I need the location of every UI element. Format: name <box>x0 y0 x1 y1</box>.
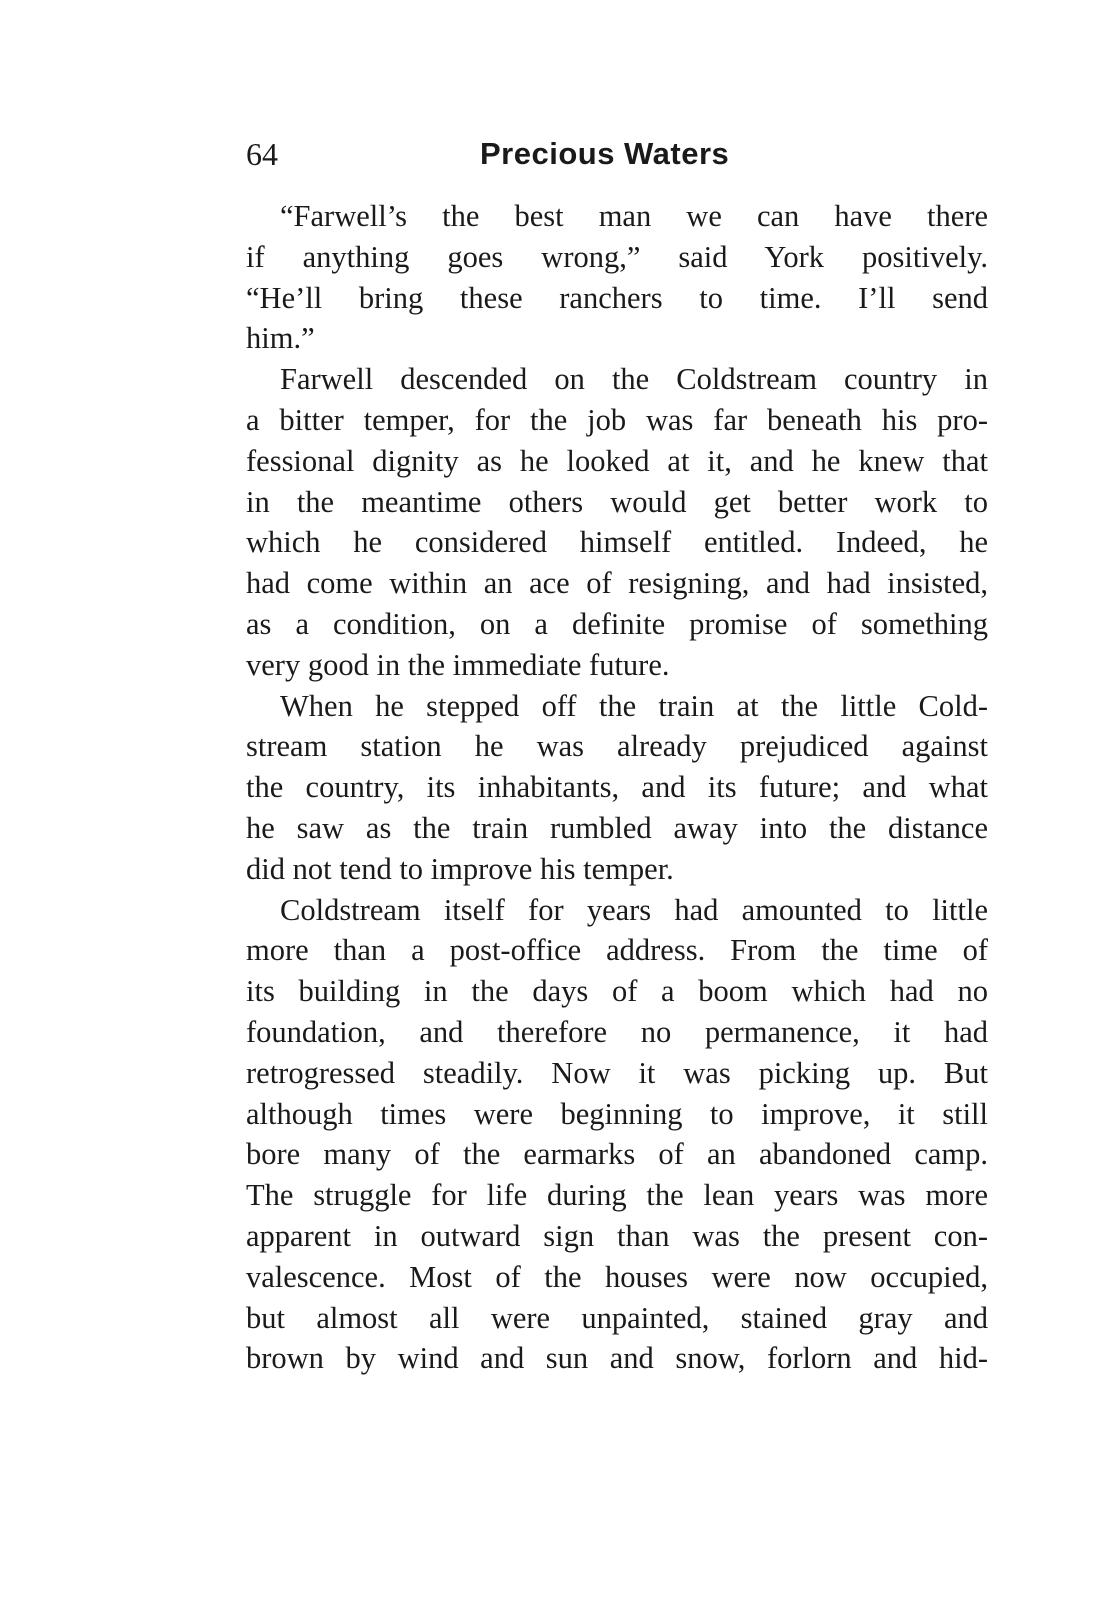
text-line: him.” <box>246 321 315 356</box>
text-line: although times were beginning to improve, it still <box>246 1096 988 1131</box>
body-text <box>246 196 988 1379</box>
text-line: brown by wind and sun and snow, forlorn and hid- <box>246 1341 988 1376</box>
text-line: he saw as the train rumbled away into the distance <box>246 810 988 845</box>
text-line: valescence. Most of the houses were now occupied, <box>246 1259 988 1294</box>
text-line: if anything goes wrong,” said York positively. <box>246 239 988 274</box>
text-line: When he stepped off the train at the little Cold- <box>280 688 988 723</box>
text-line: very good in the immediate future. <box>246 647 670 682</box>
text-line: “He’ll bring these ranchers to time. I’ll send <box>246 280 988 315</box>
text-line: “Farwell’s the best man we can have there <box>280 199 988 233</box>
text-line: more than a post-office address. From the time of <box>246 933 988 968</box>
text-line: but almost all were unpainted, stained gray and <box>246 1300 988 1335</box>
text-line: apparent in outward sign than was the present con- <box>246 1218 988 1253</box>
text-line: Coldstream itself for years had amounted to little <box>280 892 988 927</box>
text-line: The struggle for life during the lean years was more <box>246 1178 988 1213</box>
text-line: retrogressed steadily. Now it was picking up. But <box>246 1055 988 1090</box>
text-line: the country, its inhabitants, and its future; and what <box>246 770 988 805</box>
text-line: bore many of the earmarks of an abandoned camp. <box>246 1137 988 1172</box>
text-line: which he considered himself entitled. Indeed, he <box>246 525 988 560</box>
running-title: Precious Waters <box>480 136 730 171</box>
page-header <box>246 130 988 180</box>
text-line: its building in the days of a boom which had no <box>246 974 988 1009</box>
text-line: fessional dignity as he looked at it, and he knew that <box>246 443 988 478</box>
text-line: Farwell descended on the Coldstream country in <box>280 362 988 397</box>
text-line: stream station he was already prejudiced against <box>246 729 988 764</box>
page-number: 64 <box>246 136 278 172</box>
text-line: in the meantime others would get better work to <box>246 484 988 519</box>
text-line: foundation, and therefore no permanence, it had <box>246 1014 988 1049</box>
text-line: as a condition, on a definite promise of something <box>246 606 988 641</box>
text-line: had come within an ace of resigning, and had insisted, <box>246 566 988 601</box>
text-line: did not tend to improve his temper. <box>246 851 674 886</box>
text-line: a bitter temper, for the job was far beneath his pro- <box>246 402 988 437</box>
